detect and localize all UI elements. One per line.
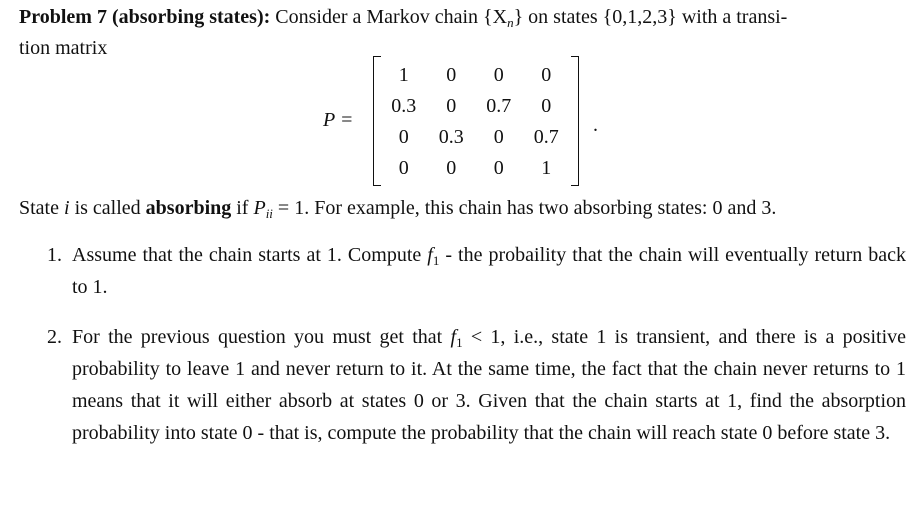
p-symbol: P bbox=[253, 197, 266, 219]
f-subscript: 1 bbox=[432, 253, 440, 268]
item-1-part-a: Assume that the chain starts at 1. Compute bbox=[72, 244, 428, 266]
matrix-cell: 0 bbox=[493, 64, 504, 86]
matrix-cell: 0 bbox=[541, 64, 552, 86]
chain-symbol: {X bbox=[483, 6, 508, 28]
item-2-part-b: < 1, i.e., state 1 is transient, and there is a positive probability to leave 1 and never return to it. At the same time, the fact that the chain never returns to 1 means that it will either absorb at states 0 or 3. Given that the chain starts at 1, find the absorption probability into state 0 - that is, compute the probability that the chain will reach state 0 before state 3. bbox=[72, 326, 906, 444]
matrix-cell: 0 bbox=[446, 157, 457, 179]
matrix-cell: 0 bbox=[446, 95, 457, 117]
absorbing-term: absorbing bbox=[145, 197, 232, 219]
p-subscript: ii bbox=[265, 206, 273, 221]
item-1-part-b: - the probaility that the chain will eventually return back to 1. bbox=[72, 244, 906, 298]
f-subscript: 1 bbox=[456, 335, 463, 350]
definition-mid: is called bbox=[69, 197, 146, 219]
matrix-label: P = bbox=[323, 109, 354, 131]
intro-text: Consider a Markov chain bbox=[270, 6, 484, 28]
item-1-text bbox=[72, 239, 906, 303]
chain-close: } bbox=[513, 6, 524, 28]
matrix-cell: 0 bbox=[398, 157, 409, 179]
matrix-row-2 bbox=[380, 122, 570, 153]
matrix-row-0 bbox=[380, 60, 570, 91]
item-2-part-a: For the previous question you must get that bbox=[72, 326, 451, 348]
matrix-row-1 bbox=[380, 91, 570, 122]
f-symbol: f bbox=[450, 326, 457, 348]
item-2-text bbox=[72, 321, 906, 449]
item-2-number: 2. bbox=[47, 326, 62, 348]
intro-tail: with a transi- bbox=[676, 6, 788, 28]
problem-title: Problem 7 (absorbing states): bbox=[19, 6, 271, 28]
state-set: {0,1,2,3} bbox=[602, 6, 677, 28]
problem-intro-line-2: tion matrix bbox=[19, 37, 108, 59]
f-symbol: f bbox=[427, 244, 433, 266]
matrix-cell: 0.7 bbox=[533, 126, 559, 148]
matrix-row-3 bbox=[380, 153, 570, 184]
matrix-cell: 0.3 bbox=[391, 95, 417, 117]
matrix-cell: 0 bbox=[398, 126, 409, 148]
state-variable: i bbox=[64, 197, 70, 219]
matrix-period: . bbox=[593, 114, 598, 136]
definition-if: if bbox=[231, 197, 254, 219]
definition-prefix: State bbox=[19, 197, 64, 219]
matrix-cell: 0.3 bbox=[438, 126, 464, 148]
matrix-cell: 1 bbox=[398, 64, 409, 86]
absorbing-definition bbox=[19, 196, 776, 220]
matrix-cell: 0 bbox=[493, 126, 504, 148]
matrix-cell: 0.7 bbox=[486, 95, 512, 117]
item-1-number: 1. bbox=[47, 244, 62, 266]
matrix-cell: 1 bbox=[541, 157, 552, 179]
definition-rest: = 1. For example, this chain has two absorbing states: 0 and 3. bbox=[272, 197, 777, 219]
problem-intro-line-1 bbox=[19, 5, 787, 29]
matrix-right-bracket bbox=[571, 56, 579, 186]
chain-open bbox=[483, 6, 523, 28]
matrix-cell: 0 bbox=[446, 64, 457, 86]
matrix-cell: 0 bbox=[541, 95, 552, 117]
on-states-text: on states bbox=[523, 6, 603, 28]
chain-subscript: n bbox=[507, 15, 514, 30]
transition-matrix bbox=[380, 60, 570, 184]
matrix-cell: 0 bbox=[493, 157, 504, 179]
